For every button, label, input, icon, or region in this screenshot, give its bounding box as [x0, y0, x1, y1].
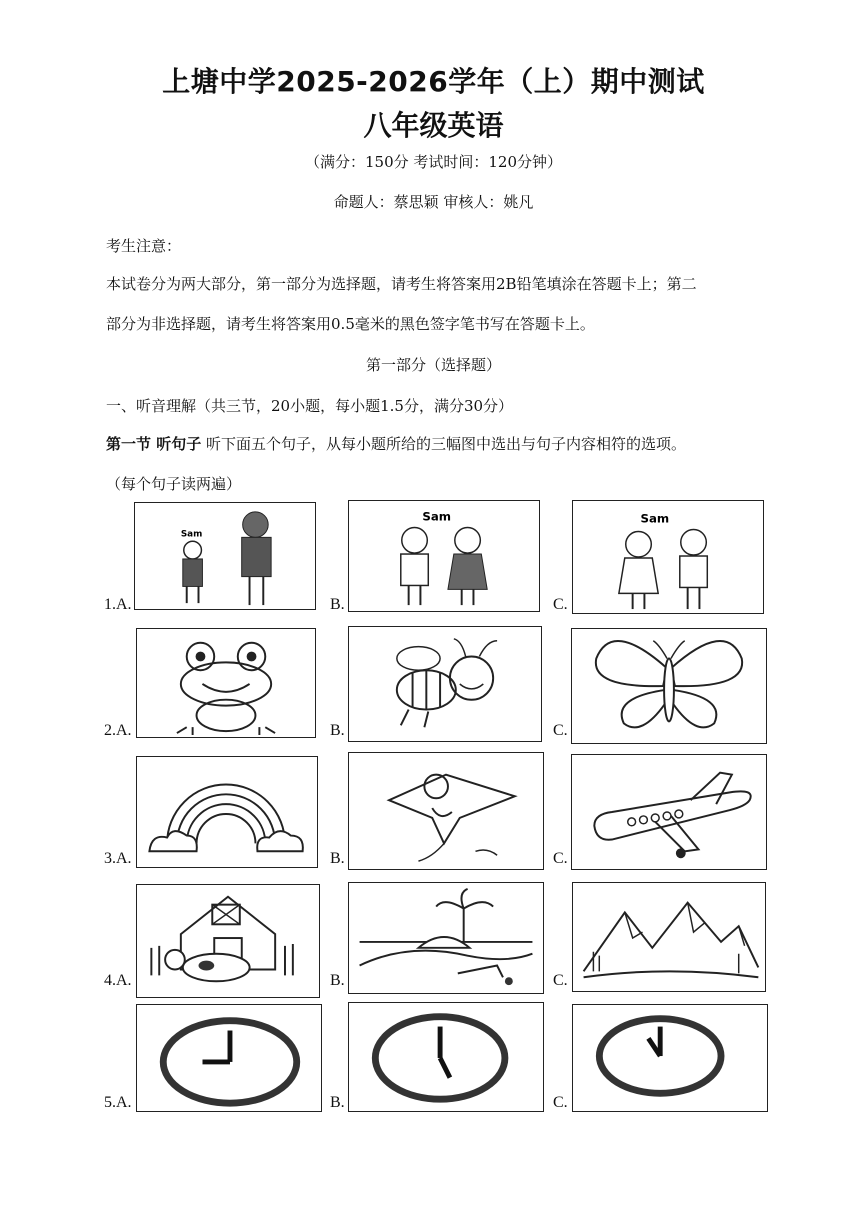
authors: 命题人：蔡思颖 审核人：姚凡 — [333, 193, 534, 211]
notice-label: 考生注意： — [106, 237, 182, 255]
option-3a-image — [136, 756, 318, 868]
beach-icon — [349, 883, 543, 993]
question-5-c-label: C. — [553, 1094, 568, 1111]
section-title: 一、听音理解（共三节，20小题，每小题1.5分，满分30分） — [106, 397, 514, 415]
option-3b-image — [348, 752, 544, 870]
question-4-b-label: B. — [330, 972, 345, 989]
picture-label: Sam — [422, 509, 452, 524]
subsection-label: 第一节 听句子 — [106, 435, 202, 453]
question-1-c-label: C. — [553, 596, 568, 613]
question-2-c-label: C. — [553, 722, 568, 739]
option-3c-image — [571, 754, 767, 870]
clock-5-icon — [349, 1003, 543, 1111]
question-4-c-label: C. — [553, 972, 568, 989]
exam-title: 上塘中学2025-2026学年（上）期中测试 — [162, 65, 705, 98]
option-1c-image — [572, 500, 764, 614]
mountain-icon — [573, 883, 765, 991]
airplane-icon — [572, 755, 766, 869]
question-2-b-label: B. — [330, 722, 345, 739]
question-2-label: 2.A. — [104, 722, 132, 739]
notice-line-2: 部分为非选择题，请考生将答案用0.5毫米的黑色签字笔书写在答题卡上。 — [106, 315, 595, 333]
butterfly-icon — [572, 629, 766, 743]
option-1a-image — [134, 502, 316, 610]
boy-girl-icon — [349, 501, 539, 611]
subsection-header — [106, 434, 686, 454]
question-5-b-label: B. — [330, 1094, 345, 1111]
option-5c-image — [572, 1004, 768, 1112]
frog-icon — [137, 629, 315, 737]
option-2c-image — [571, 628, 767, 744]
part-title: 第一部分（选择题） — [365, 356, 501, 374]
option-5b-image — [348, 1002, 544, 1112]
bee-icon — [349, 627, 541, 741]
notice-line-1: 本试卷分为两大部分，第一部分为选择题，请考生将答案用2B铅笔填涂在答题卡上；第二 — [106, 275, 697, 293]
question-3-label: 3.A. — [104, 850, 132, 867]
farm-icon — [137, 885, 319, 997]
option-4b-image — [348, 882, 544, 994]
kite-icon — [349, 753, 543, 869]
boy-girl-icon — [135, 503, 315, 609]
option-4c-image — [572, 882, 766, 992]
clock-11-icon — [573, 1005, 767, 1111]
subsection-note: （每个句子读两遍） — [106, 475, 242, 493]
option-4a-image — [136, 884, 320, 998]
subsection-instructions: 听下面五个句子，从每小题所给的三幅图中选出与句子内容相符的选项。 — [201, 435, 687, 453]
clock-9-icon — [137, 1005, 321, 1111]
question-1-label: 1.A. — [104, 596, 132, 613]
exam-subject: 八年级英语 — [363, 109, 504, 142]
picture-label: Sam — [640, 511, 670, 526]
option-5a-image — [136, 1004, 322, 1112]
picture-label: Sam — [180, 529, 203, 540]
question-1-b-label: B. — [330, 596, 345, 613]
option-2a-image — [136, 628, 316, 738]
option-2b-image — [348, 626, 542, 742]
question-3-c-label: C. — [553, 850, 568, 867]
rainbow-icon — [137, 757, 317, 867]
question-5-label: 5.A. — [104, 1094, 132, 1111]
option-1b-image — [348, 500, 540, 612]
girl-boy-icon — [573, 501, 763, 613]
question-3-b-label: B. — [330, 850, 345, 867]
question-4-label: 4.A. — [104, 972, 132, 989]
score-time: （满分：150分 考试时间：120分钟） — [304, 153, 563, 171]
